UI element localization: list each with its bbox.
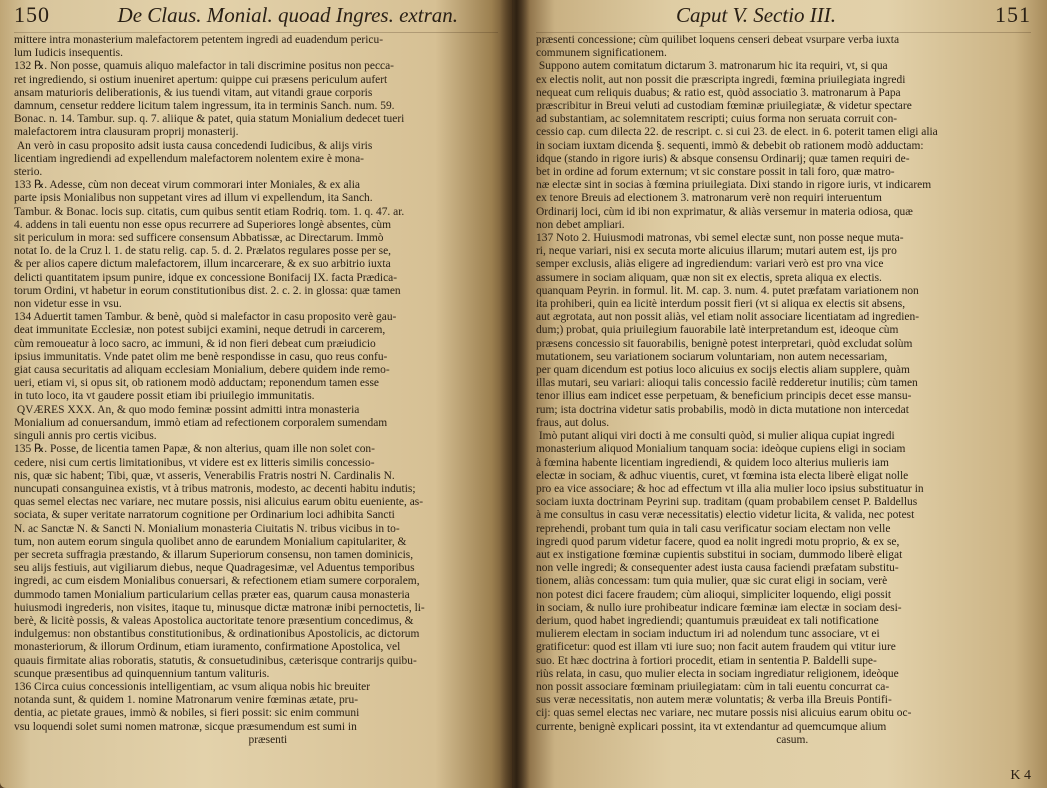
left-page-body: mittere intra monasterium malefactorem petentem ingredi ad euadendum pericu- lum Iudicis insequentis. 132 ℞. Non posse, quamuis aliquo malefactor in tali discrimine positus non pecca- ret ingrediendo, si ostium inueniret apertum: quippe cui præsens periculum aufert ansam maturioris deliberationis, & ius tuendi vitam, aut vitandi graue corporis damnum, censetur reddere licitum talem ingressum, ita in terminis Sanch. num. 59. Bonac. n. 14. Tambur. sup. q. 7. aliique & patet, quia statum Monialium dedecet tueri malefactorem intra clausuram proprij monasterij. An verò in casu proposito adsit iusta causa concedendi Iudicibus, & alijs viris licentiam ingrediendi ad expellendum malefactorem nolentem exire è mona- sterio. 133 ℞. Adesse, cùm non deceat virum commorari inter Moniales, & ex alia parte ipsis Monialibus non suppetant vires ad illum vi expellendum, ita Sanch. Tambur. & Bonac. locis sup. citatis, cum quibus sentit etiam Rodriq. tom. 1. q. 47. ar. 4. addens in tali euentu non esse opus recurrere ad Superiores longè absentes, cùm sit periculum in mora: sed sufficere consensum Abbatissæ, ac Directarum. Immò notat Io. de la Cruz l. 1. de statu relig. cap. 5. d. 2. Prælatos regulares posse per se, & per alios capere dictum malefactorem, illum incarcerare, & ex suo arbitrio iuxta delicti quantitatem ipsum punire, idque ex concessione Bonifacij IX. facta Prædica- torum Ordini, vt habetur in eorum constitutionibus dist. 2. c. 2. in glossa: quæ tamen non videtur esse in vsu. 134 Aduertit tamen Tambur. & benè, quòd si malefactor in casu proposito verè gau- deat immunitate Ecclesiæ, non potest subijci examini, neque detrudi in carcerem, cùm remoueatur à loco sacro, ac immuni, & id non fieri debeat cum præiudicio ipsius immunitatis. Vnde patet olim me benè respondisse in casu, quo reus confu- giat causa securitatis ad aliquam ecclesiam Monialium, debere quidem inde remo- ueri, etiam vi, si opus sit, ob rationem modò adductam; reponendum tamen esse in tuto loco, ita vt gaudere possit etiam ibi priuilegio immunitatis. QVÆRES XXX. An, & quo modo feminæ possint admitti intra monasteria Monialium ad conuersandum, immò etiam ad refectionem corporalem sumendam singuli annis pro certis vicibus. 135 ℞. Posse, de licentia tamen Papæ, & non alterius, quam ille non solet con- cedere, nisi cum certis limitationibus, vt videre est ex litteris similis concessio- nis, quæ sic habent; Tibi, quæ, vt asseris, Venerabilis Fratris nostri N. Cardinalis N. nuncupati consanguinea existis, vt à tribus matronis, modesto, ac decenti habitu indutis; quas semel electas nec variare, nec mutare possis, nisi alicuius earum obitu eueniente, as- sociata, & super veritate narratorum cognitione per Ordinarium loci adhibita Sancti N. ac Sanctæ N. & Sancti N. Monialium monasteria Ciuitatis N. tribus vicibus in to- tum, non autem eorum singula quolibet anno de earundem Monialium capitulariter, & per secreta suffragia præstando, & illarum Superiorum consensu, non tamen dominicis, seu alijs festiuis, aut vigiliarum diebus, neque Quadragesimæ, vel Aduentus temporibus ingredi, ac cum eisdem Monialibus conuersari, & refectionem etiam sumere corporalem, dummodo tamen Monialium particularium cellas præter eas, quarum causa monasteria huiusmodi ingrederis, non visites, itaque tu, minusque dictæ matronæ inibi pernoctetis, li- berè, & licitè possis, & valeas Apostolica auctoritate tenore præsentium concedimus, & indulgemus: non obstantibus constitutionibus, & ordinationibus Apostolicis, ac dictorum monasteriorum, & illorum Ordinum, etiam iuramento, confirmatione Apostolica, vel quauis firmitate alias roboratis, statutis, & consuetudinibus, cæterisque contrarijs quibu- scunque præsentibus ad quinquennium tantum valituris. 136 Circa cuius concessionis intelligentiam, ac vsum aliqua nobis hic breuiter notanda sunt, & quidem 1. nomine Matronarum venire fœminas ætate, pru- dentia, ac pietate graues, immò & nobiles, si fieri possit: sic enim communi vsu loquendi solet sumi nomen matronæ, sicque præsumendum est sumi in præsenti [14, 34, 425, 746]
left-page [0, 0, 512, 788]
right-page-number: 151 [995, 2, 1031, 27]
left-running-title: De Claus. Monial. quoad Ingres. extran. [117, 3, 458, 27]
right-page-body: præsenti concessione; cùm quilibet loquens censeri debeat vsurpare verba iuxta communem significationem. Suppono autem comitatum dictarum 3. matronarum hic ita requiri, vt, si qua ex electis nolit, aut non possit die præscripta ingredi, fœmina priuilegiata ingredi nequeat cum reliquis duabus; & ratio est, quòd associatio 3. matronarum à Papa præscribitur in Breui veluti ad custodiam fœminæ priuilegiatæ, & videtur spectare ad substantiam, ac solemnitatem rescripti; cuius forma non seruata corruit con- cessio cap. cum dilecta 22. de rescript. c. si cui 23. de elect. in 6. poterit tamen eligi alia in sociam iuxtam dicenda §. sequenti, immò & debebit ob rationem modò adductam: idque (stando in rigore iuris) & absque consensu Ordinarij; quæ tamen requiri de- bet in ordine ad forum externum; vt sic constare possit in tali foro, quæ matro- næ electæ sint in socias à fœmina priuilegiata. Dixi stando in rigore iuris, vt indicarem ex tenore Breuis ad electionem 3. matronarum verè non requiri interuentum Ordinarij loci, cùm id ibi non exprimatur, & aliàs versemur in materia odiosa, quæ non debet ampliari. 137 Noto 2. Huiusmodi matronas, vbi semel electæ sunt, non posse neque muta- ri, neque variari, nisi ex secuta morte alicuius illarum; mutari autem est, ijs pro semper exclusis, aliàs eligere ad ingrediendum: variari verò est pro vna vice assumere in sociam aliquam, quæ non sit ex electis, spreta aliqua ex electis. quanquam Peyrin. in formul. lit. M. cap. 3. num. 4. putet præfatam variationem non ita prohiberi, quin ea licitè interdum possit fieri (vt si aliqua ex electis sit absens, aut ægrotata, aut non possit aliàs, vel etiam nolit associare licentiatam ad ingredien- dum;) probat, quia priuilegium fauorabile latè interpretandum est, ideoque cùm præsens concessio sit fauorabilis, benignè potest interpretari, quòd excludat solùm mutationem, seu variationem sociarum voluntariam, non autem necessariam, per quam dicendum est potius loco alicuius ex socijs electis aliam supplere, quàm illas mutari, seu variari: alioqui talis concessio facilè redderetur inutilis; cùm tamen tenor illius eam indicet esse perpetuam, & beneficium principis decet esse mansu- rum; ista doctrina videtur satis probabilis, modò in dicta mutatione non intercedat fraus, aut dolus. Imò putant aliqui viri docti à me consulti quòd, si mulier aliqua cupiat ingredi monasterium aliquod Monialium tanquam socia: ideòque cupiens eligi in sociam à fœmina habente licentiam ingrediendi, & quidem loco alterius mulieris iam electæ in sociam, & adhuc viuentis, curet, vt fœmina ista electa liberè eligat nolle pro ea vice associare; & hoc ad effectum vt illa alia mulier loco ipsius substituatur in sociam iuxta doctrinam Peyrini sup. traditam (quam probabilem censet P. Baldellus à me consultus in casu veræ necessitatis) electio videtur licita, & valida, nec potest reprehendi, probant tum quia in tali casu verificatur sociam electam non velle ingredi quod parum videtur facere, quod ea nolit ingredi motu proprio, & ex se, aut ex instigatione fœminæ cupientis substitui in sociam, dummodo liberè eligat non velle ingredi; & consequenter adest iusta causa faciendi præfatam substitu- tionem, aliàs concessam: tum quia mulier, quæ sic curat eligi in sociam, verè non potest dici facere fraudem; cùm alioqui, simpliciter loquendo, eligi possit in sociam, & nullo iure prohibeatur indicare fœminæ iam electæ in sociam desi- derium, quod habet ingrediendi; quantumuis præuideat ex tali notificatione mulierem electam in sociam inductum iri ad nolendum tunc associare, vt ei gratificetur: quod est illam vti iure suo; non facit autem fraudem qui vtitur iure suo. Et hæc doctrina à fortiori procedit, etiam in sententia P. Baldelli supe- riùs relata, in casu, quo mulier electa in sociam ingrediatur religionem, ideòque non possit associare fœminam priuilegiatam: cùm in tali euentu concurrat ca- sus veræ necessitatis, non autem meræ voluntatis; & verba illa Breuis Pontifi- cij: quas semel electas nec variare, nec mutare possis nisi alicuius earum obitu oc- currente, benignè explicari possint, ita vt extendantur ad quemcumque alium casum. [536, 34, 938, 746]
right-running-title: Caput V. Sectio III. [676, 3, 837, 27]
left-page-number: 150 [14, 2, 50, 27]
left-running-head [14, 2, 498, 33]
right-running-head [536, 2, 1031, 33]
right-page [512, 0, 1047, 788]
signature-mark: K 4 [1010, 768, 1031, 783]
